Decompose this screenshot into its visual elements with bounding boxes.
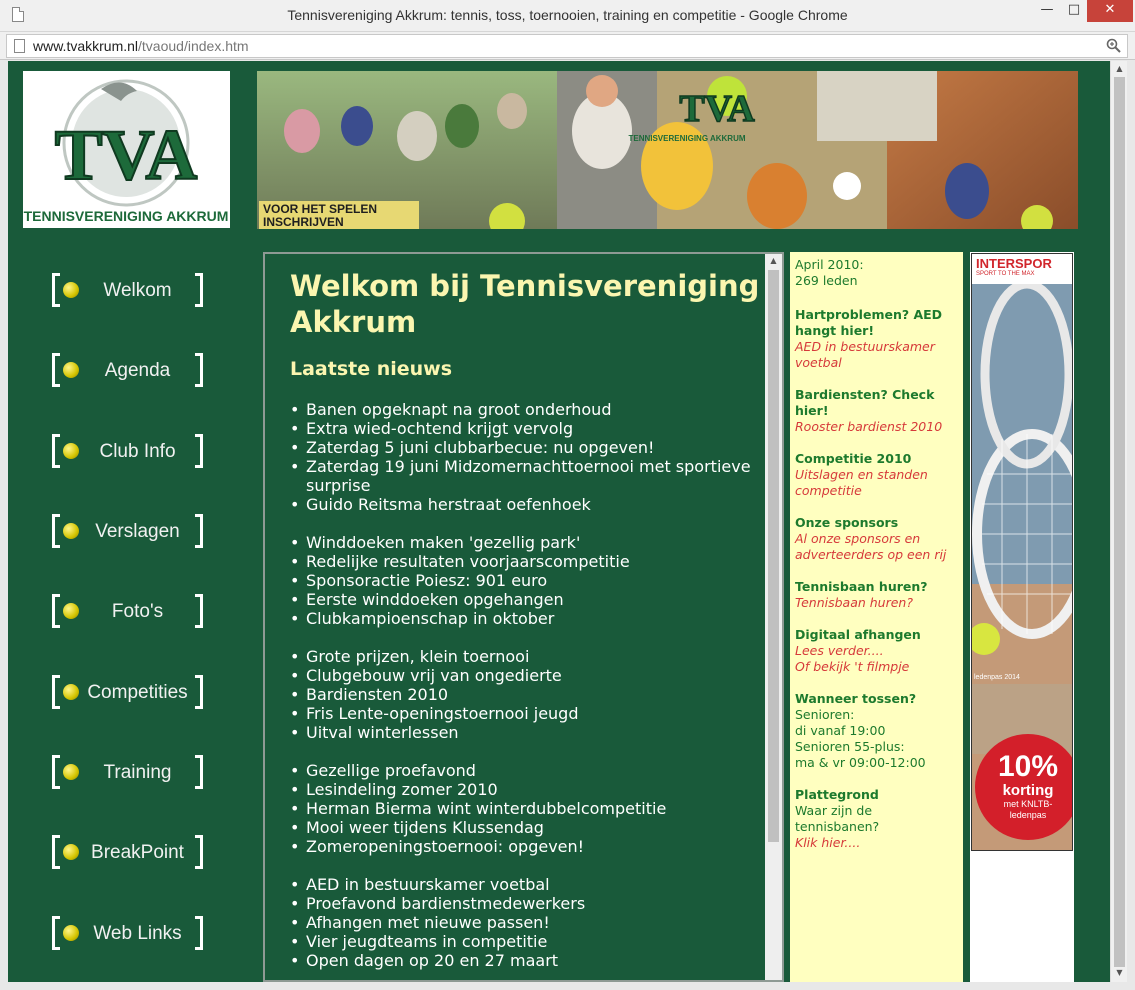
info-link[interactable]: Al onze sponsors en adverteerders op een rij [795,531,947,562]
tennis-ball-icon [63,362,79,378]
discount-label: korting [1002,782,1054,799]
info-heading: Bardiensten? Check hier! [795,387,935,418]
news-group [290,875,765,970]
banner-caption-line1: VOOR HET SPELEN [263,202,378,216]
nav-item-welkom[interactable] [48,273,203,307]
nav-item-agenda[interactable] [48,353,203,387]
tennis-ball-icon [63,764,79,780]
nav-item-competities[interactable] [48,675,203,709]
discount-percent: 10% [997,750,1059,783]
info-heading: Digitaal afhangen [795,627,921,642]
news-item[interactable]: • Uitval winterlessen [290,723,765,742]
ad-side-text: ledenpas 2014 [974,674,1020,681]
news-item[interactable]: • Proefavond bardienstmedewerkers [290,894,765,913]
address-bar [0,32,1135,60]
info-link[interactable]: Klik hier.... [795,835,861,850]
main-content-frame [263,252,784,982]
news-item[interactable]: • Winddoeken maken 'gezellig park' [290,533,765,552]
info-sidebar [790,252,963,982]
intersport-logo [972,254,1073,284]
news-item[interactable]: • Gezellige proefavond [290,761,765,780]
svg-text:TENNISVERENIGING AKKRUM: TENNISVERENIGING AKKRUM [628,134,746,143]
news-group [290,761,765,856]
news-item[interactable]: • Afhangen met nieuwe passen! [290,913,765,932]
window-title: Tennisvereniging Akkrum: tennis, toss, toernooien, training en competitie - Google Chrome [287,7,848,23]
discount-condition: ledenpas [1009,810,1047,820]
info-block-tossen [795,691,958,771]
news-list [290,400,765,982]
nav-label: Training [103,762,172,783]
nav-label: BreakPoint [91,842,184,863]
info-heading: Wanneer tossen? [795,691,917,706]
svg-text:TVA: TVA [679,88,755,130]
news-group [290,400,765,514]
nav-item-breakpoint[interactable] [48,835,203,869]
info-text: di vanaf 19:00 [795,723,886,738]
url-text [33,38,249,54]
news-heading: Laatste nieuws [290,358,453,380]
url-path: /tvaoud/index.htm [138,38,249,54]
info-block-baan-huren [795,579,958,611]
news-item[interactable]: • Herman Bierma wint winterdubbelcompetitie [290,799,765,818]
tennis-ball-icon [63,603,79,619]
info-link[interactable]: Lees verder.... [795,643,884,658]
info-heading: Onze sponsors [795,515,899,530]
news-item[interactable]: • Guido Reitsma herstraat oefenhoek [290,495,765,514]
info-link[interactable]: Of bekijk 't filmpje [795,659,910,674]
info-link[interactable]: Uitslagen en standen competitie [795,467,928,498]
svg-text:TENNISVERENIGING AKKRUM: TENNISVERENIGING AKKRUM [23,208,229,224]
info-text: Senioren: [795,707,855,722]
info-block-aed [795,307,958,371]
close-button[interactable]: ✕ [1087,0,1133,22]
discount-badge [975,734,1073,840]
news-item[interactable]: • Fris Lente-openingstoernooi jeugd [290,704,765,723]
discount-condition: met KNLTB- [1003,799,1053,809]
news-item[interactable]: • Lesindeling zomer 2010 [290,780,765,799]
info-heading: Plattegrond [795,787,879,802]
news-group [290,533,765,628]
nav-label: Verslagen [95,521,180,542]
nav-label: Web Links [93,923,182,944]
tva-logo-icon [23,71,230,228]
club-logo[interactable] [23,71,230,228]
nav-item-verslagen[interactable] [48,514,203,548]
svg-text:TVA: TVA [54,115,198,195]
info-block-plattegrond [795,787,958,851]
news-item[interactable]: • Eerste winddoeken opgehangen [290,590,765,609]
info-heading: Tennisbaan huren? [795,579,928,594]
info-block-sponsors [795,515,958,563]
nav-item-club-info[interactable] [48,434,203,468]
news-item[interactable]: • Open dagen op 20 en 27 maart [290,951,765,970]
tennis-ball-icon [63,523,79,539]
ad-tagline: SPORT TO THE MAX [976,271,1035,277]
members-count [795,257,958,289]
info-heading: Competitie 2010 [795,451,912,466]
page-title: Welkom bij Tennisvereniging Akkrum [290,269,760,339]
minimize-button[interactable]: — [1040,2,1054,17]
tennis-ball-icon [63,443,79,459]
tennis-ball-icon [63,844,79,860]
members-date: April 2010: [795,257,864,272]
news-item[interactable]: • Redelijke resultaten voorjaarscompetitie [290,552,765,571]
news-item[interactable]: • Grote prijzen, klein toernooi [290,647,765,666]
news-item[interactable]: • Sponsoractie Poiesz: 901 euro [290,571,765,590]
news-item[interactable]: • Bardiensten 2010 [290,685,765,704]
zoom-icon[interactable] [1106,38,1121,53]
nav-label: Club Info [99,441,176,462]
nav-item-fotos[interactable] [48,594,203,628]
page-icon [14,39,25,53]
nav-label: Agenda [104,360,171,381]
info-heading: Hartproblemen? AED hangt hier! [795,307,943,338]
news-item[interactable]: • Zomeropeningstoernooi: opgeven! [290,837,765,856]
banner-caption-line2: INSCHRIJVEN [263,215,344,229]
info-text: Waar zijn de tennisbanen? [795,803,880,834]
browser-scrollbar[interactable] [1110,61,1127,982]
news-item[interactable]: • Zaterdag 19 juni Midzomernachttoernooi met sportieve surprise [290,457,765,495]
info-text: ma & vr 09:00-12:00 [795,755,926,770]
content-scrollbar[interactable] [765,254,782,982]
tennis-ball-icon [63,684,79,700]
scroll-up-icon[interactable]: ▲ [1116,64,1123,73]
news-group [290,647,765,742]
intersport-ad[interactable] [971,253,1073,851]
info-text: Senioren 55-plus: [795,739,905,754]
nav-label: Welkom [103,280,172,301]
news-item[interactable]: • Extra wied-ochtend krijgt vervolg [290,419,765,438]
header-banner [257,71,1078,229]
scroll-thumb[interactable] [1114,77,1125,967]
nav-item-web-links[interactable] [48,916,203,950]
ad-brand-name: INTERSPOR [976,256,1052,271]
info-block-afhangen [795,627,958,675]
sponsor-ad-column [970,252,1074,982]
news-item[interactable]: • Banen opgeknapt na groot onderhoud [290,400,765,419]
info-block-bardiensten [795,387,958,435]
banner-caption [259,201,419,229]
info-link[interactable]: Tennisbaan huren? [795,595,913,610]
tennis-ball-icon [63,925,79,941]
news-item[interactable]: • AED in bestuurskamer voetbal [290,875,765,894]
window-titlebar [0,0,1135,32]
url-domain: www.tvakkrum.nl [33,38,139,54]
news-item[interactable]: • Vier jeugdteams in competitie [290,932,765,951]
scroll-thumb[interactable] [768,270,779,842]
info-link[interactable]: Rooster bardienst 2010 [795,419,943,434]
nav-label: Foto's [111,601,164,622]
url-field[interactable] [6,34,1128,58]
tennis-ball-icon [63,282,79,298]
news-item[interactable]: • Mooi weer tijdens Klussendag [290,818,765,837]
info-block-competitie [795,451,958,499]
maximize-button[interactable]: □ [1067,2,1081,17]
page-viewport [8,61,1110,982]
scroll-down-icon[interactable]: ▼ [1116,968,1123,977]
members-total: 269 leden [795,273,858,288]
nav-label: Competities [87,682,188,703]
news-item[interactable]: • Clubgebouw vrij van ongedierte [290,666,765,685]
info-link[interactable]: AED in bestuurskamer voetbal [795,339,935,370]
nav-item-training[interactable] [48,755,203,789]
scroll-up-icon[interactable]: ▲ [770,256,777,265]
news-item[interactable]: • Zaterdag 5 juni clubbarbecue: nu opgeven! [290,438,765,457]
news-item[interactable]: • Clubkampioenschap in oktober [290,609,765,628]
